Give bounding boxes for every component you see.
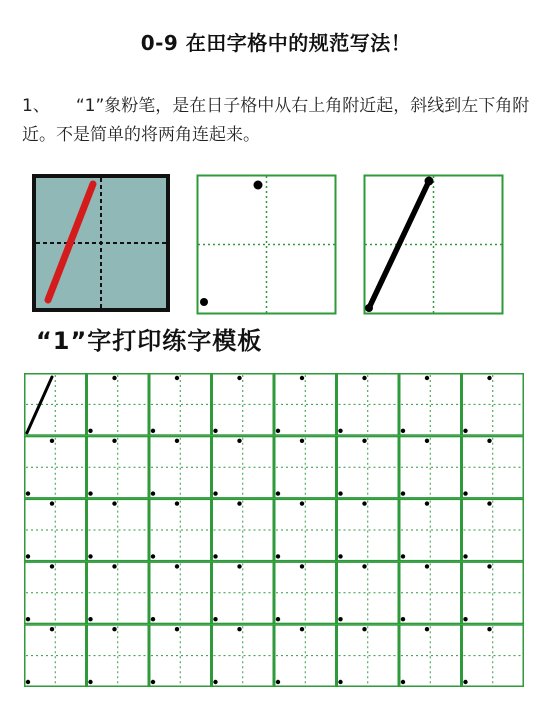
practice-end-dot [463, 554, 467, 558]
practice-start-dot [425, 564, 429, 568]
practice-end-dot [401, 429, 405, 433]
practice-end-dot [338, 680, 342, 684]
practice-end-dot [213, 554, 217, 558]
practice-end-dot [213, 429, 217, 433]
practice-start-dot [300, 627, 304, 631]
practice-end-dot [338, 617, 342, 621]
practice-template-title: “1”字打印练字模板 [36, 327, 263, 355]
practice-start-dot [425, 627, 429, 631]
practice-start-dot [112, 627, 116, 631]
practice-start-dot [112, 439, 116, 443]
practice-end-dot [88, 554, 92, 558]
practice-end-dot [213, 617, 217, 621]
practice-end-dot [401, 617, 405, 621]
practice-end-dot [88, 429, 92, 433]
practice-start-dot [112, 376, 116, 380]
practice-end-dot [276, 554, 280, 558]
practice-start-dot [237, 501, 241, 505]
demo-start-point [425, 177, 434, 186]
practice-start-dot [425, 439, 429, 443]
practice-grid [24, 373, 524, 687]
practice-start-dot [487, 564, 491, 568]
demo-start-point [254, 181, 263, 190]
practice-start-dot [487, 439, 491, 443]
practice-end-dot [463, 617, 467, 621]
practice-end-dot [213, 491, 217, 495]
practice-end-dot [338, 429, 342, 433]
practice-start-dot [237, 564, 241, 568]
practice-end-dot [26, 680, 30, 684]
practice-end-dot [26, 491, 30, 495]
practice-start-dot [300, 564, 304, 568]
practice-end-dot [401, 680, 405, 684]
practice-start-dot [487, 501, 491, 505]
practice-end-dot [88, 491, 92, 495]
practice-end-dot [151, 429, 155, 433]
demo-panel-points [196, 174, 334, 312]
instruction-text: “1”象粉笔，是在日子格中从右上角附近起，斜线到左下角附近。不是简单的将两角连起来。 [22, 96, 530, 145]
practice-end-dot [401, 554, 405, 558]
practice-start-dot [425, 376, 429, 380]
practice-end-dot [26, 554, 30, 558]
practice-end-dot [463, 680, 467, 684]
practice-start-dot [362, 376, 366, 380]
practice-end-dot [88, 680, 92, 684]
demo-panel-stroke [363, 174, 501, 312]
demo-panel-solid [32, 174, 170, 312]
practice-end-dot [463, 429, 467, 433]
practice-start-dot [175, 501, 179, 505]
practice-end-dot [338, 491, 342, 495]
practice-start-dot [50, 564, 54, 568]
practice-end-dot [463, 491, 467, 495]
practice-start-dot [237, 627, 241, 631]
practice-start-dot [112, 564, 116, 568]
practice-end-dot [151, 491, 155, 495]
practice-start-dot [362, 627, 366, 631]
demo-end-point [200, 298, 208, 306]
practice-start-dot [362, 439, 366, 443]
practice-end-dot [213, 680, 217, 684]
practice-start-dot [237, 439, 241, 443]
practice-start-dot [50, 627, 54, 631]
practice-end-dot [151, 680, 155, 684]
demo-points-graphic [196, 174, 338, 316]
practice-start-dot [487, 627, 491, 631]
practice-start-dot [300, 439, 304, 443]
page-heading: 0-9 在田字格中的规范写法！ [140, 31, 412, 55]
practice-end-dot [276, 617, 280, 621]
practice-start-dot [300, 376, 304, 380]
practice-start-dot [487, 376, 491, 380]
practice-start-dot [362, 501, 366, 505]
practice-start-dot [300, 501, 304, 505]
practice-start-dot [237, 376, 241, 380]
practice-start-dot [175, 439, 179, 443]
practice-start-dot [112, 501, 116, 505]
instruction-number: 1、 [22, 96, 50, 116]
practice-start-dot [50, 439, 54, 443]
practice-end-dot [276, 429, 280, 433]
demo-black-stroke-graphic [363, 174, 505, 316]
practice-start-dot [175, 627, 179, 631]
practice-start-dot [425, 501, 429, 505]
practice-end-dot [151, 617, 155, 621]
practice-end-dot [401, 491, 405, 495]
practice-end-dot [276, 491, 280, 495]
practice-end-dot [151, 554, 155, 558]
practice-end-dot [88, 617, 92, 621]
demo-solid-grid-graphic [32, 174, 170, 312]
instruction-paragraph [22, 92, 534, 150]
practice-start-dot [175, 376, 179, 380]
practice-end-dot [26, 617, 30, 621]
demo-end-point [365, 304, 373, 312]
practice-start-dot [362, 564, 366, 568]
practice-end-dot [276, 680, 280, 684]
practice-start-dot [175, 564, 179, 568]
practice-start-dot [50, 501, 54, 505]
practice-end-dot [338, 554, 342, 558]
